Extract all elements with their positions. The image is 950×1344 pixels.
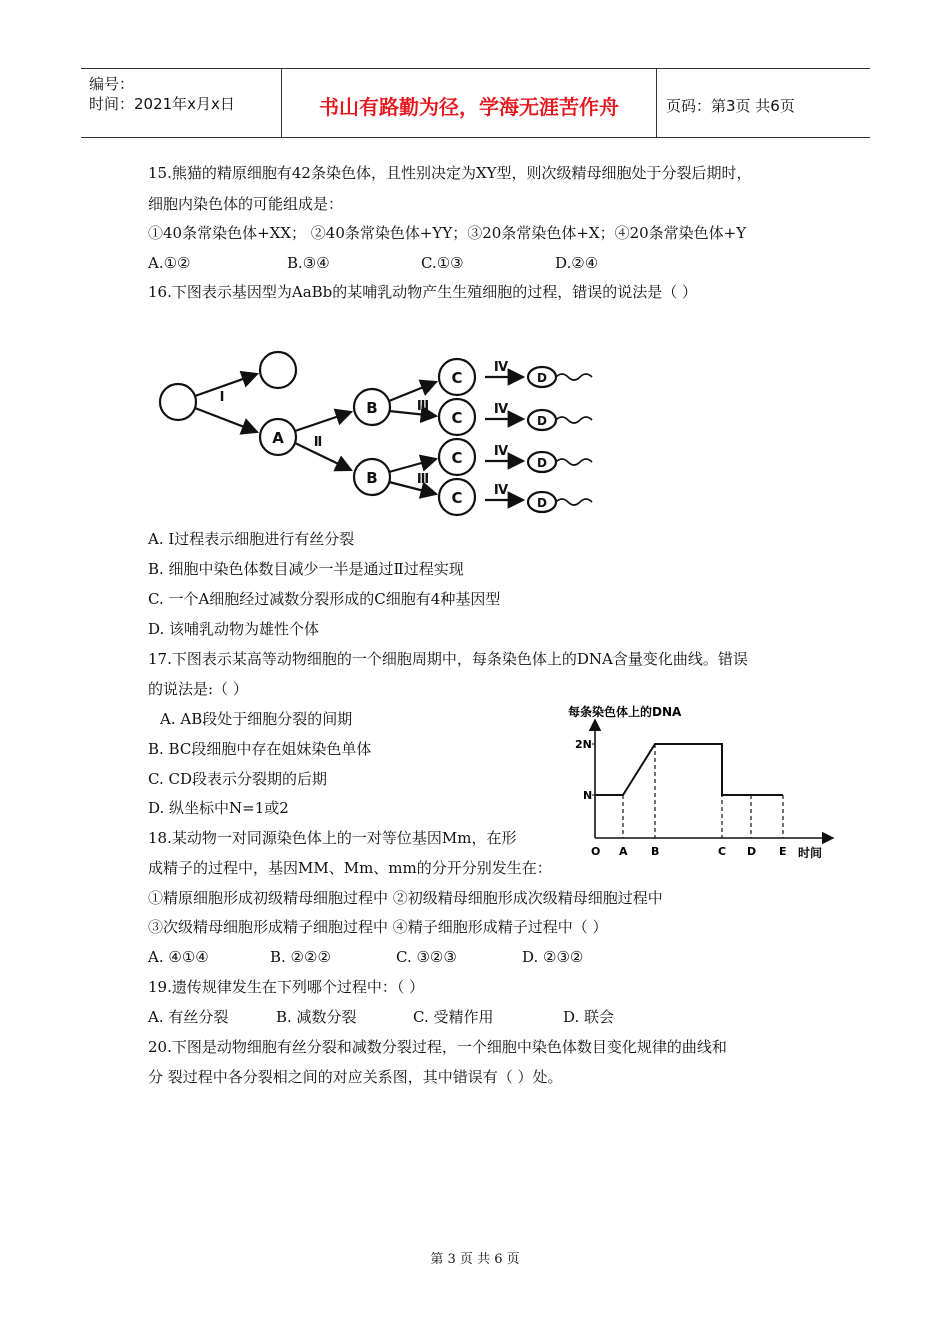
label-cell-c-2: C (451, 409, 463, 427)
q20-stem-2: 分 裂过程中各分裂相之间的对应关系图，其中错误有（ ）处。 (148, 1068, 563, 1086)
x-tick-b: B (651, 845, 660, 858)
q18-line-3: ①精原细胞形成初级精母细胞过程中 ②初级精母细胞形成次级精母细胞过程中 (148, 889, 663, 907)
label-cell-b-1: B (366, 399, 378, 417)
q15-line2: 细胞内染色体的可能组成是： (148, 195, 344, 213)
y-tick-2n: 2N (575, 738, 592, 751)
page-footer: 第 3 页 共 6 页 (430, 1252, 520, 1267)
q19-option-d: D. 联会 (563, 1008, 615, 1026)
q20-stem-1: 20.下图是动物细胞有丝分裂和减数分裂过程，一个细胞中染色体数目变化规律的曲线和 (148, 1038, 727, 1056)
label-process-4c: Ⅳ (493, 444, 509, 459)
dna-content-chart (565, 700, 850, 865)
label-cell-a: A (272, 429, 284, 447)
page-header (81, 68, 870, 138)
q18-option-d: D. ②③② (522, 948, 584, 966)
q18-stem-1: 18.某动物一对同源染色体上的一对等位基因Mm，在形 (148, 829, 517, 847)
q17-option-b: B. BC段细胞中存在姐妹染色单体 (148, 740, 372, 758)
date-label: 时间：2021年x月x日 (89, 95, 235, 113)
q16-option-d: D. 该哺乳动物为雄性个体 (148, 620, 320, 638)
q16-stem: 16.下图表示基因型为AaBb的某哺乳动物产生生殖细胞的过程，错误的说法是（ ） (148, 283, 698, 301)
q18-stem-2: 成精子的过程中，基因MM、Mm、mm的分开分别发生在： (148, 859, 552, 877)
label-process-1: Ⅰ (219, 390, 225, 405)
motto: 书山有路勤为径，学海无涯苦作舟 (319, 95, 619, 119)
label-sperm-d-2: D (537, 414, 547, 428)
x-tick-e: E (779, 845, 787, 858)
label-process-2: Ⅱ (313, 435, 323, 450)
chart-title: 每条染色体上的DNA (568, 705, 682, 719)
q16-option-b: B. 细胞中染色体数目减少一半是通过Ⅱ过程实现 (148, 560, 464, 578)
x-axis-label: 时间 (798, 846, 823, 860)
q17-stem-2: 的说法是:（ ） (148, 680, 248, 698)
q17-stem-1: 17.下图表示某高等动物细胞的一个细胞周期中，每条染色体上的DNA含量变化曲线。错误 (148, 650, 748, 668)
label-cell-c-4: C (451, 489, 463, 507)
label-sperm-d-4: D (537, 496, 547, 510)
q19-option-c: C. 受精作用 (413, 1008, 494, 1026)
q16-option-a: A. Ⅰ过程表示细胞进行有丝分裂 (148, 530, 355, 548)
label-cell-b-2: B (366, 469, 378, 487)
x-tick-o: O (591, 845, 601, 858)
label-sperm-d-3: D (537, 456, 547, 470)
x-tick-a: A (619, 845, 628, 858)
label-sperm-d-1: D (537, 371, 547, 385)
q19-stem: 19.遗传规律发生在下列哪个过程中：（ ） (148, 978, 425, 996)
q17-option-a: A. AB段处于细胞分裂的间期 (160, 710, 353, 728)
daughter-cell-top (260, 352, 296, 388)
q15-option-a: A.①② (148, 254, 191, 272)
label-process-4a: Ⅳ (493, 360, 509, 375)
label-process-4b: Ⅳ (493, 402, 509, 417)
page-info: 页码：第3页 共6页 (666, 97, 795, 115)
q18-line-4: ③次级精母细胞形成精子细胞过程中 ④精子细胞形成精子过程中（ ） (148, 918, 608, 936)
q19-option-b: B. 减数分裂 (276, 1008, 357, 1026)
header-meta (81, 69, 281, 137)
label-cell-c-1: C (451, 369, 463, 387)
y-tick-n: N (583, 789, 593, 802)
label-process-3b: Ⅲ (416, 472, 430, 487)
dna-series-line (595, 744, 783, 795)
q18-option-b: B. ②②② (270, 948, 331, 966)
q15-line1: 15.熊猫的精原细胞有42条染色体，且性别决定为XY型，则次级精母细胞处于分裂后期时， (148, 164, 752, 182)
q18-option-c: C. ③②③ (396, 948, 457, 966)
x-tick-d: D (747, 845, 757, 858)
q17-option-d: D. 纵坐标中N=1或2 (148, 799, 289, 817)
q19-option-a: A. 有丝分裂 (148, 1008, 229, 1026)
header-motto-cell (281, 69, 657, 137)
label-cell-c-3: C (451, 449, 463, 467)
x-tick-c: C (718, 845, 727, 858)
q15-line3: ①40条常染色体+XX； ②40条常染色体+YY；③20条常染色体+X；④20条常染色体+Y (148, 224, 747, 242)
number-label: 编号： (89, 75, 135, 93)
q15-option-b: B.③④ (287, 254, 330, 272)
q18-option-a: A. ④①④ (148, 948, 209, 966)
spermatogenesis-diagram (155, 340, 605, 530)
q16-option-c: C. 一个A细胞经过减数分裂形成的C细胞有4种基因型 (148, 590, 501, 608)
label-process-4d: Ⅳ (493, 483, 509, 498)
origin-cell (160, 384, 196, 420)
q15-option-d: D.②④ (555, 254, 599, 272)
q17-option-c: C. CD段表示分裂期的后期 (148, 770, 327, 788)
q15-option-c: C.①③ (421, 254, 464, 272)
label-process-3a: Ⅲ (416, 399, 430, 414)
header-page-cell (656, 69, 870, 137)
